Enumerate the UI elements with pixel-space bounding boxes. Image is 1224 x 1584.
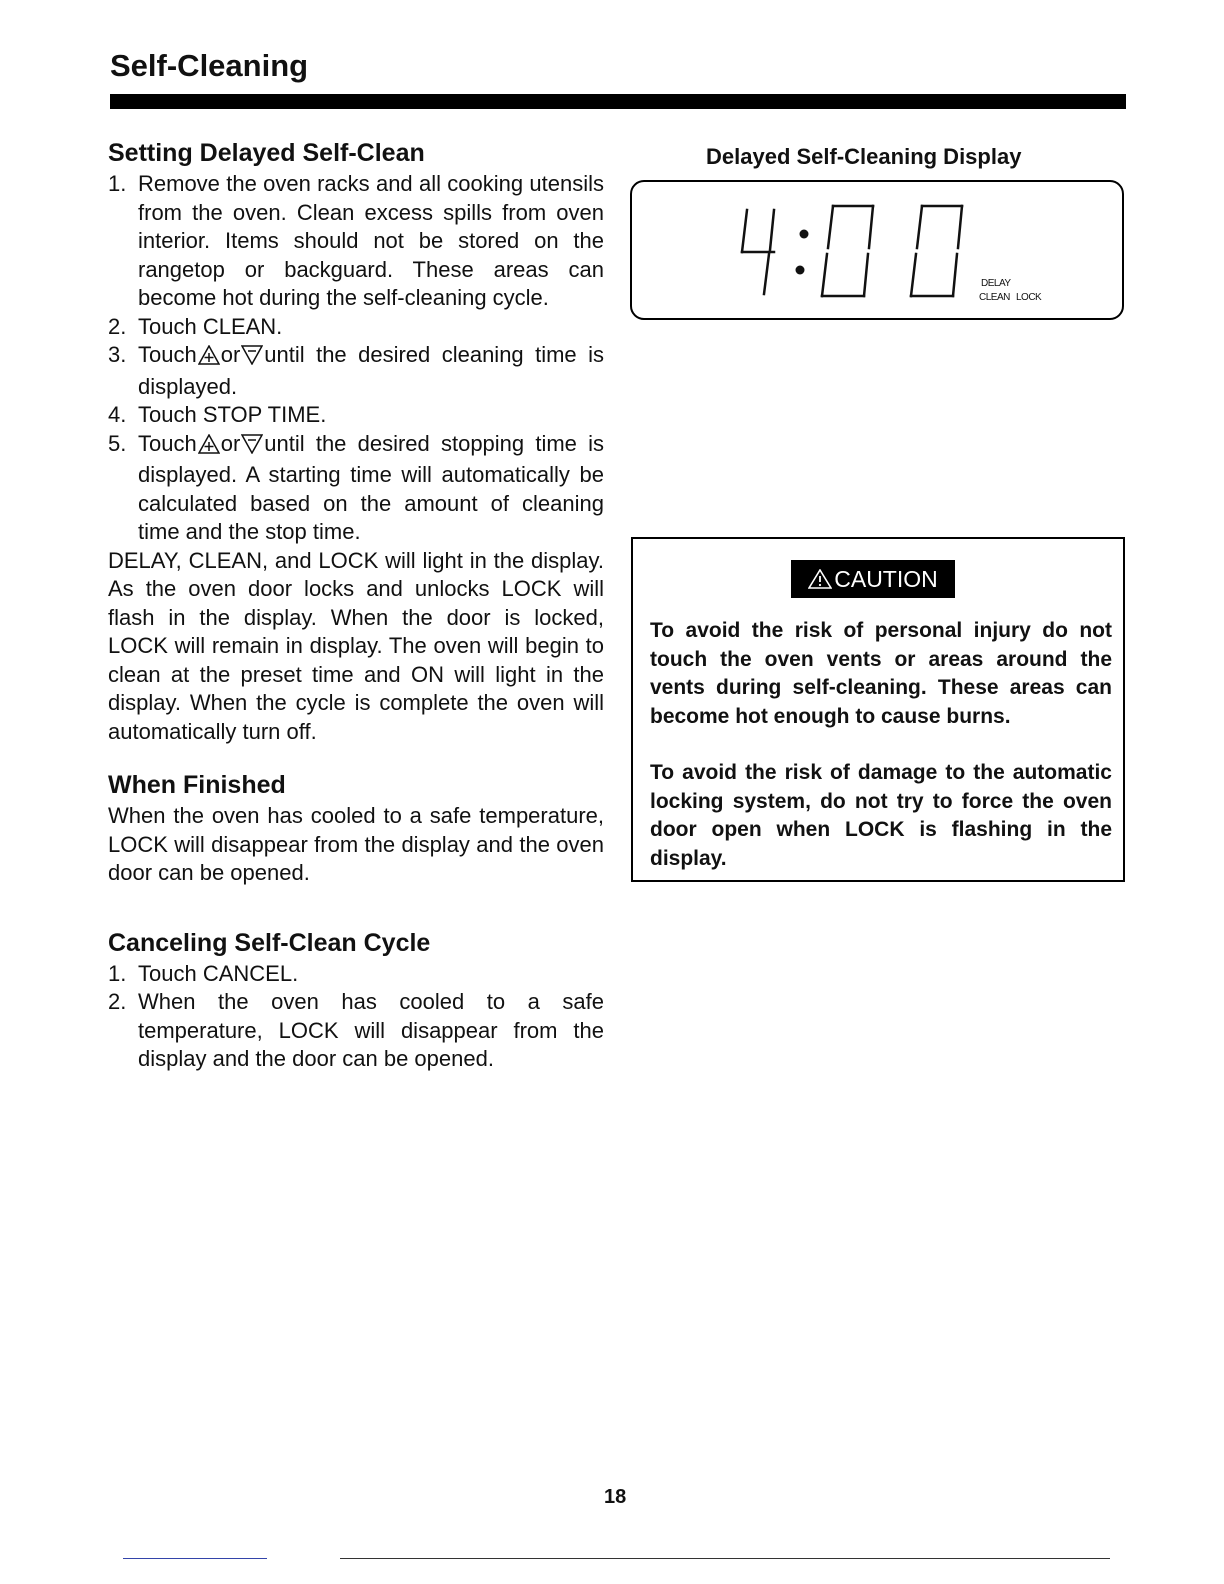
caution-box <box>631 537 1125 882</box>
heading-when-finished: When Finished <box>108 771 286 799</box>
up-arrow-plus-icon <box>198 433 220 462</box>
colon-dot <box>800 230 809 239</box>
indicator-delay: DELAY <box>981 278 1011 289</box>
left-column <box>108 138 604 1074</box>
footer-rule <box>123 1558 267 1559</box>
segment <box>864 254 868 296</box>
step-number: 4. <box>108 402 127 427</box>
segment <box>822 254 827 296</box>
finished-paragraph: When the oven has cooled to a safe temperature, LOCK will disappear from the display and the oven door can be opened. <box>108 803 604 885</box>
spacer <box>108 746 604 770</box>
step-number: 3. <box>108 342 127 367</box>
colon-dot <box>796 266 805 275</box>
canceling-steps-list <box>108 960 604 1074</box>
segment <box>764 254 769 294</box>
indicator-clean: CLEAN <box>979 292 1010 303</box>
segment <box>869 206 873 248</box>
list-item <box>108 341 604 401</box>
list-item <box>108 401 604 430</box>
delayed-steps-list <box>108 170 604 547</box>
indicator-lock: LOCK <box>1016 292 1042 303</box>
segment <box>770 210 774 250</box>
step-text: Touch STOP TIME. <box>138 402 327 427</box>
step-text: Touch CLEAN. <box>138 313 283 339</box>
step-number: 1. <box>108 171 127 196</box>
segment <box>953 254 957 296</box>
segment <box>917 206 922 248</box>
list-item <box>108 313 604 342</box>
page-number: 18 <box>604 1486 627 1508</box>
segment <box>958 206 962 248</box>
step-text-or: or <box>220 342 241 367</box>
caution-label: CAUTION <box>834 565 938 592</box>
step-text: When the oven has cooled to a safe temperature, LOCK will disappear from the display and the door can be opened. <box>138 989 604 1071</box>
down-arrow-minus-icon <box>241 433 263 462</box>
step-number: 1. <box>108 960 127 986</box>
step-text-before: Touch <box>138 342 197 367</box>
step-text-after: until the desired cleaning time is displayed. <box>138 342 604 399</box>
step-text-before: Touch <box>138 430 197 456</box>
list-item <box>108 988 604 1074</box>
step-number: 2. <box>108 313 127 339</box>
step-text-after: until the desired stopping time is displayed. A starting time will automatically be calculated based on the amount of cleaning time and the stop time. <box>138 430 604 544</box>
caution-text-damage: To avoid the risk of damage to the automatic locking system, do not try to force the oven door open when LOCK is flashing in the display. <box>650 761 1112 870</box>
lcd-time-digits <box>632 182 1122 318</box>
step-text: Touch CANCEL. <box>138 960 299 986</box>
list-item <box>108 170 604 313</box>
footer-rule <box>340 1558 1110 1559</box>
delayed-paragraph: DELAY, CLEAN, and LOCK will light in the display. As the oven door locks and unlocks LOCK will flash in the display. When the door is locked, LOCK will remain in display. The oven will begin to clean at the preset time and ON will light in the display. When the cycle is complete the oven will automatically turn off. <box>108 547 604 744</box>
title-rule <box>110 94 1126 109</box>
display-title: Delayed Self-Cleaning Display <box>706 144 1022 169</box>
lcd-display <box>630 180 1124 320</box>
spacer <box>108 888 604 928</box>
heading-canceling: Canceling Self-Clean Cycle <box>108 928 431 957</box>
step-text-or: or <box>220 430 241 456</box>
segment <box>911 254 916 296</box>
step-number: 2. <box>108 989 127 1014</box>
up-arrow-plus-icon <box>198 344 220 373</box>
step-number: 5. <box>108 430 127 456</box>
page-title: Self-Cleaning <box>110 48 309 83</box>
list-item <box>108 430 604 547</box>
caution-badge <box>791 560 955 598</box>
step-text: Remove the oven racks and all cooking utensils from the oven. Clean excess spills from oven interior. Items should not be stored on the rangetop or backguard. These areas can become hot during the self-cleaning cycle. <box>138 171 604 310</box>
segment <box>828 206 833 248</box>
down-arrow-minus-icon <box>241 344 263 373</box>
caution-text-injury: To avoid the risk of personal injury do not touch the oven vents or areas around the vents during self-cleaning. These areas can become hot enough to cause burns. <box>650 619 1112 728</box>
heading-setting-delayed: Setting Delayed Self-Clean <box>108 139 425 167</box>
warning-triangle-icon <box>808 569 832 589</box>
list-item <box>108 960 604 989</box>
segment <box>742 210 747 252</box>
